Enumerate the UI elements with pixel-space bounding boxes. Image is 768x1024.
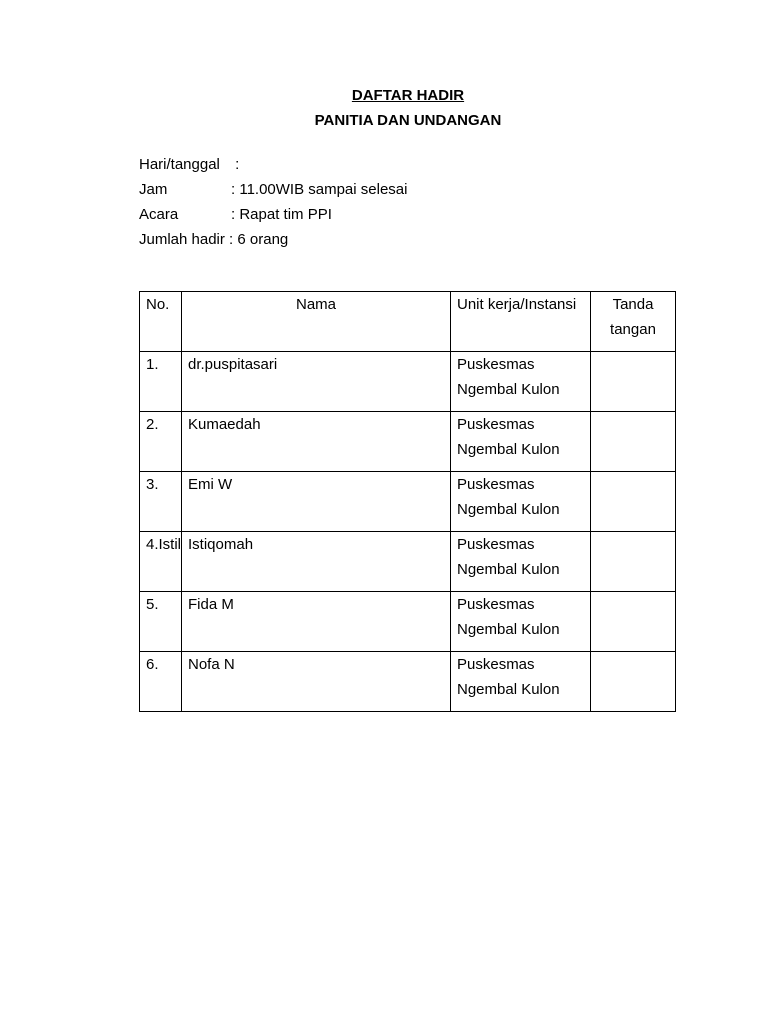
row-name: Istiqomah	[182, 532, 451, 592]
table-row	[140, 472, 676, 532]
row-no: 2.	[140, 412, 182, 472]
row-unit: Puskesmas Ngembal Kulon	[451, 592, 591, 652]
table-row	[140, 532, 676, 592]
row-signature	[591, 532, 676, 592]
info-value: : 6 orang	[224, 231, 289, 248]
table-row	[140, 412, 676, 472]
info-label: Jam	[139, 181, 168, 198]
row-name: Kumaedah	[182, 412, 451, 472]
info-value: : Rapat tim PPI	[231, 206, 332, 223]
table-row	[140, 652, 676, 712]
row-no: 4.Istil	[140, 532, 182, 592]
info-value: :	[231, 156, 240, 173]
row-no: 5.	[140, 592, 182, 652]
row-no: 1.	[140, 352, 182, 412]
document-subtitle: PANITIA DAN UNDANGAN	[314, 112, 502, 129]
table-row	[140, 352, 676, 412]
table-header-row	[140, 292, 676, 352]
row-signature	[591, 352, 676, 412]
header-name: Nama	[182, 292, 451, 352]
info-label: Hari/tanggal	[139, 156, 220, 173]
info-row-event	[139, 206, 332, 223]
header-no: No.	[140, 292, 182, 352]
info-row-attendance	[139, 231, 288, 248]
info-label: Acara	[139, 206, 179, 223]
attendance-table	[139, 291, 676, 712]
row-unit: Puskesmas Ngembal Kulon	[451, 412, 591, 472]
row-signature	[591, 592, 676, 652]
header-signature: Tanda tangan	[591, 292, 676, 352]
row-unit: Puskesmas Ngembal Kulon	[451, 652, 591, 712]
row-signature	[591, 472, 676, 532]
row-name: Nofa N	[182, 652, 451, 712]
info-value: : 11.00WIB sampai selesai	[231, 181, 408, 198]
row-name: Fida M	[182, 592, 451, 652]
table-row	[140, 592, 676, 652]
row-no: 3.	[140, 472, 182, 532]
info-label: Jumlah hadir	[139, 231, 225, 248]
row-unit: Puskesmas Ngembal Kulon	[451, 472, 591, 532]
row-unit: Puskesmas Ngembal Kulon	[451, 352, 591, 412]
document-title: DAFTAR HADIR	[351, 87, 465, 104]
info-row-time	[139, 181, 407, 198]
row-signature	[591, 412, 676, 472]
row-no: 6.	[140, 652, 182, 712]
info-row-date	[139, 156, 239, 173]
row-signature	[591, 652, 676, 712]
row-unit: Puskesmas Ngembal Kulon	[451, 532, 591, 592]
row-name: dr.puspitasari	[182, 352, 451, 412]
header-unit: Unit kerja/Instansi	[451, 292, 591, 352]
row-name: Emi W	[182, 472, 451, 532]
